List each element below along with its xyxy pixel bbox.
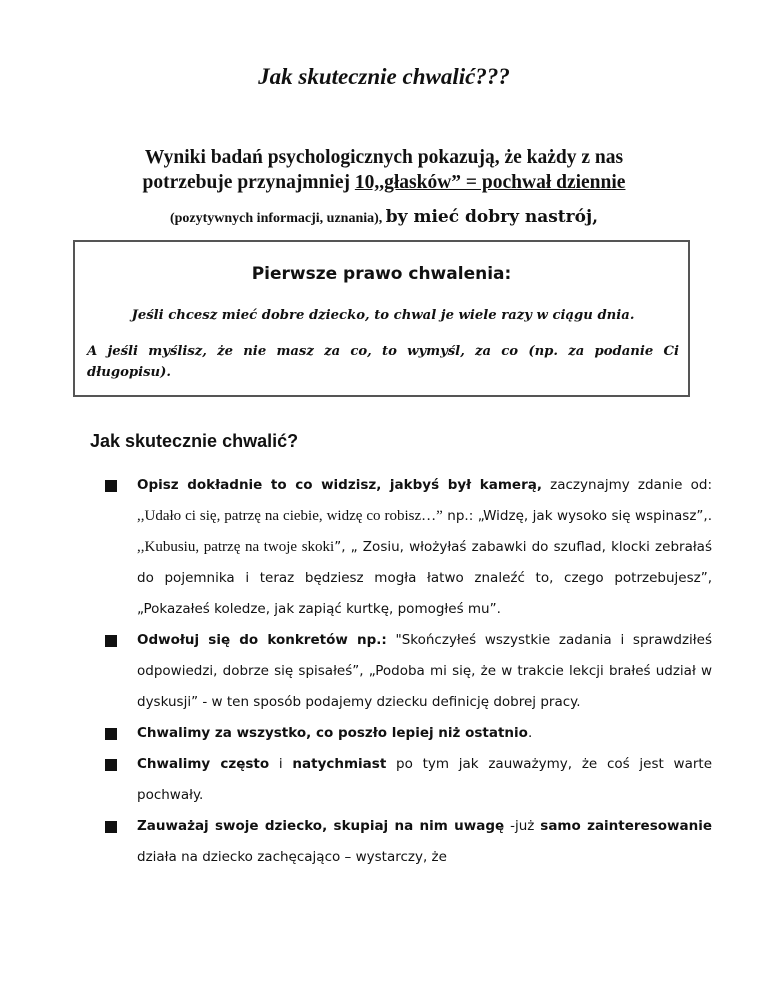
list-item-bold: Chwalimy często bbox=[137, 756, 270, 772]
list-item-text-part: ,,Udało ci się, patrzę na ciebie, widzę co robisz…” bbox=[137, 508, 443, 524]
section-title: Jak skutecznie chwalić? bbox=[90, 431, 299, 451]
intro-line-2 bbox=[60, 172, 708, 194]
list-item-text-part: "Skończyłeś wszystkie zadania i sprawdziłeś odpowiedzi, dobrze się spisałeś”, „Podoba mi się, że w trakcie lekcji brałeś udział w dyskusji” - w ten sposób podajemy dziecku definicję dobrej pracy. bbox=[137, 632, 712, 710]
list-item-text bbox=[137, 811, 712, 873]
list-item bbox=[96, 718, 712, 749]
rule-box-line-2: A jeśli myślisz, że nie masz za co, to wymyśl, za co (np. za podanie Ci długopisu). bbox=[87, 344, 679, 380]
list-item-text bbox=[137, 749, 712, 811]
intro-line-3-small: (pozytywnych informacji, uznania), bbox=[169, 211, 386, 226]
square-bullet-icon bbox=[105, 728, 117, 740]
square-bullet-icon bbox=[105, 821, 117, 833]
list-item-bold: Opisz dokładnie to co widzisz, jakbyś był kamerą, bbox=[137, 477, 542, 493]
list-item-text-part: ”, „ Zosiu, włożyłaś zabawki do szuflad, klocki zebrałaś do pojemnika i teraz będziesz mogła łatwo znaleźć to, czego potrzebujesz”, „Pokazałeś koledze, jak zapiąć kurtkę, pomogłeś mu”. bbox=[137, 539, 712, 617]
list-item-bold: natychmiast bbox=[292, 756, 387, 772]
list-item-bold: Odwołuj się do konkretów np.: bbox=[137, 632, 387, 648]
list-item-bold: Chwalimy za wszystko, co poszło lepiej niż ostatnio bbox=[137, 725, 528, 741]
list-item-text-part: np.: „Widzę, jak wysoko się wspinasz”,. bbox=[442, 508, 712, 524]
square-bullet-icon bbox=[105, 759, 117, 771]
intro-line-2-underlined: 10,,głasków” = pochwał dziennie bbox=[354, 172, 626, 193]
intro-line-3-big: by mieć dobry nastrój, bbox=[385, 207, 599, 227]
list-item-text-part: i bbox=[269, 756, 293, 772]
intro-line-2-text: potrzebuje przynajmniej bbox=[142, 172, 355, 193]
list-item-text-part: po tym jak zauważymy, że coś jest warte pochwały. bbox=[137, 756, 712, 803]
list-item-text bbox=[137, 718, 712, 749]
list-item-text bbox=[137, 470, 712, 625]
list-item bbox=[96, 470, 712, 625]
intro-line-1: Wyniki badań psychologicznych pokazują, że każdy z nas bbox=[144, 147, 624, 168]
list-item bbox=[96, 811, 712, 873]
tips-list bbox=[96, 470, 712, 873]
list-item bbox=[96, 625, 712, 718]
list-item-text-part: zaczynajmy zdanie od: bbox=[541, 477, 712, 493]
page-title: Jak skutecznie chwalić??? bbox=[258, 64, 510, 89]
square-bullet-icon bbox=[105, 480, 117, 492]
list-item-text-part: . bbox=[527, 725, 533, 741]
intro-line-3 bbox=[60, 207, 708, 227]
list-item-text-part: ,,Kubusiu, patrzę na twoje skoki bbox=[137, 539, 335, 555]
list-item-text bbox=[137, 625, 712, 718]
rule-box-line-1: Jeśli chcesz mieć dobre dziecko, to chwal je wiele razy w ciągu dnia. bbox=[131, 308, 635, 323]
list-item-bold: samo zainteresowanie bbox=[540, 818, 713, 834]
list-item-text-part: -już bbox=[504, 818, 541, 834]
square-bullet-icon bbox=[105, 635, 117, 647]
list-item-bold: Zauważaj swoje dziecko, skupiaj na nim uwagę bbox=[137, 818, 505, 834]
rule-box-title: Pierwsze prawo chwalenia: bbox=[251, 264, 512, 284]
list-item-text-part: działa na dziecko zachęcająco – wystarczy, że bbox=[137, 849, 447, 865]
list-item bbox=[96, 749, 712, 811]
rule-box bbox=[73, 240, 690, 397]
